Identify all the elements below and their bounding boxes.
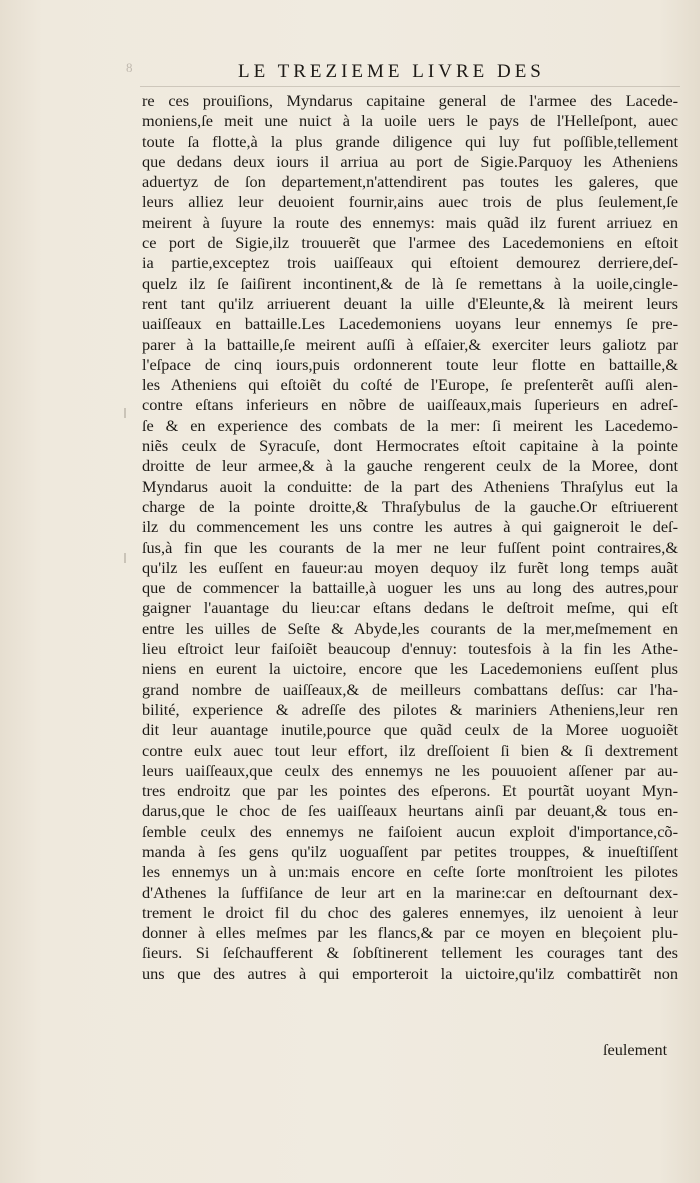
- text-line: uaiſſeaux en battaille.Les Lacedemoniens uoyans leur ennemys ſe pre-: [142, 314, 678, 334]
- text-line: ilz du commencement les uns contre les autres à qui gaigneroit le deſ-: [142, 517, 678, 537]
- text-line: manda à ſes gens qu'ilz uoguaſſent par petites trouppes, & inueſtiſſent: [142, 841, 678, 861]
- text-line: Myndarus auoit la conduitte: de la part des Atheniens Thraſylus eut la: [142, 476, 678, 496]
- text-line: gaigner l'auantage du lieu:car eſtans dedans le deſtroit meſme, qui eſt: [142, 598, 678, 618]
- text-line: re ces prouiſions, Myndarus capitaine general de l'armee des Lacede-: [142, 91, 678, 110]
- text-line: darus,que le choc de ſes uaiſſeaux heurtans ainſi par deuant,& tous en-: [142, 801, 678, 821]
- text-line: ſus,à fin que les courants de la mer ne leur fuſſent point contraires,&: [142, 537, 678, 557]
- text-line: ſieurs. Si ſeſchaufferent & ſobſtinerent tellement les courages tant des: [142, 943, 678, 963]
- text-line: niẽs ceulx de Syracuſe, dont Hermocrates eſtoit capitaine à la pointe: [142, 436, 678, 456]
- text-line: parer à la battaille,ſe meirent auſſi à eſſaier,& exerciter leurs galiotz par: [142, 334, 678, 354]
- catchword: ſeulement: [603, 1040, 668, 1059]
- text-line: niens en eurent la uictoire, encore que les Lacedemoniens euſſent plus: [142, 659, 678, 679]
- text-line: entre les uilles de Seſte & Abyde,les courants de la mer,meſmement en: [142, 618, 678, 638]
- text-line: charge de la pointe droitte,& Thraſybulus de la gauche.Or eſtriuerent: [142, 496, 678, 516]
- text-line: ſe & en experience des combats de la mer: ſi meirent les Lacedemo-: [142, 415, 678, 435]
- text-line: moniens,ſe meit une nuict à la uoile uers le pays de l'Helleſpont, auec: [142, 111, 678, 131]
- text-line: donner à elles meſmes par les flancs,& par ce moyen en bleçoient plu-: [142, 923, 678, 943]
- text-line: uns que des autres à qui emporteroit la uictoire,qu'ilz combattirẽt non: [142, 963, 678, 983]
- text-line: d'Athenes la ſuffiſance de leur art en la marine:car en deſtournant dex-: [142, 882, 678, 902]
- text-line: les Atheniens qui eſtoiẽt du coſté de l'Europe, ſe preſenterẽt auſſi alen-: [142, 375, 678, 395]
- text-line: dit leur auantage inutile,pource que quãd ceulx de la Moree uoguoiẽt: [142, 720, 678, 740]
- text-line: aduertyz de ſon departement,n'attendirent pas toutes les galeres, que: [142, 172, 678, 192]
- text-line: grand nombre de uaiſſeaux,& de meilleurs combattans deſſus: car l'ha-: [142, 679, 678, 699]
- text-line: contre eulx auec tout leur effort, ilz dreſſoient ſi bien & ſi dextrement: [142, 740, 678, 760]
- text-line: l'eſpace de cinq iours,puis ordonnerent toute leur flotte en battaille,&: [142, 354, 678, 374]
- text-line: meirent à ſuyure la route des ennemys: mais quãd ilz furent arriuez en: [142, 212, 678, 232]
- text-line: les ennemys un à un:mais encore en ceſte ſorte monſtroient les pilotes: [142, 862, 678, 882]
- body-text: [142, 91, 678, 984]
- text-line: tres endroitz que par les pointes des eſperons. Et pourtãt uoyant Myn-: [142, 781, 678, 801]
- text-line: rent tant qu'ilz arriuerent deuant la uille d'Eleunte,& là meirent leurs: [142, 293, 678, 313]
- text-line: qu'ilz les euſſent en faueur:au moyen dequoy ilz furẽt long temps auãt: [142, 557, 678, 577]
- text-line: que de commencer la battaille,à uoguer les uns au long des autres,pour: [142, 578, 678, 598]
- margin-mark: [124, 553, 126, 563]
- margin-mark: [124, 408, 126, 418]
- text-line: lieu eſtroict leur faiſoiẽt beaucoup d'ennuy: toutesfois à la fin les Athe-: [142, 639, 678, 659]
- text-line: ia partie,exceptez trois uaiſſeaux qui eſtoient demourez derriere,deſ-: [142, 253, 678, 273]
- text-line: quelz ilz ſe ſaiſirent incontinent,& de là ſe remettans à la uoile,cingle-: [142, 273, 678, 293]
- text-line: droitte de leur armee,& à la gauche rengerent ceulx de la Moree, dont: [142, 456, 678, 476]
- text-line: ſemble ceulx des ennemys ne faiſoient aucun exploit d'importance,cõ-: [142, 821, 678, 841]
- text-line: bilité, experience & adreſſe des pilotes & mariniers Atheniens,leur ren: [142, 699, 678, 719]
- text-line: que dedans deux iours il arriua au port de Sigie.Parquoy les Atheniens: [142, 151, 678, 171]
- folio-number: 8: [126, 60, 133, 75]
- text-line: ce port de Sigie,ilz trouuerẽt que l'armee des Lacedemoniens en eſtoit: [142, 233, 678, 253]
- running-head: LE TREZIEME LIVRE DES: [238, 61, 545, 82]
- text-line: trement le droict fil du choc des galeres ennemyes, ilz uenoient à leur: [142, 902, 678, 922]
- header-rule: [140, 86, 680, 87]
- text-line: toute ſa flotte,à la plus grande diligence qui luy fut poſſible,tellement: [142, 131, 678, 151]
- text-line: leurs alliez leur deuoient fournir,ains auec trois de plus ſeulement,ſe: [142, 192, 678, 212]
- text-line: leurs uaiſſeaux,que ceulx des ennemys ne les pouuoient aſſener par au-: [142, 760, 678, 780]
- text-line: contre eſtans inferieurs en nõbre de uaiſſeaux,mais ſuperieurs en adreſ-: [142, 395, 678, 415]
